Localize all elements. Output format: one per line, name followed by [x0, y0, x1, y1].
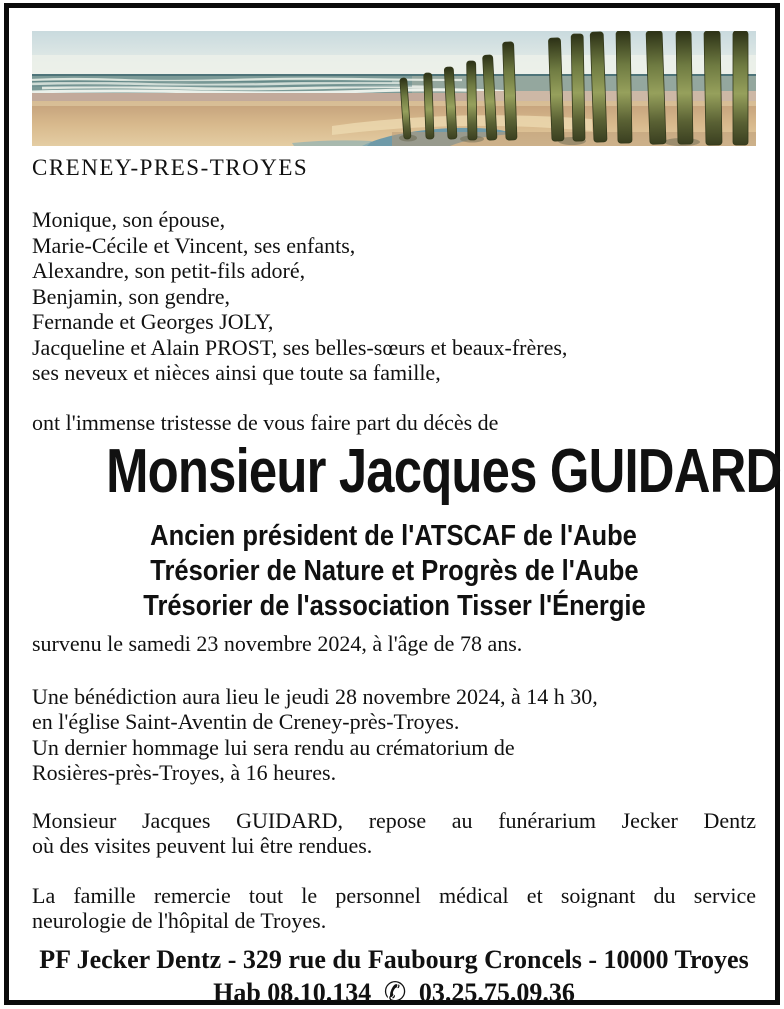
distinction-line: Trésorier de l'association Tisser l'Énergie	[142, 590, 646, 622]
thanks-line: neurologie de l'hôpital de Troyes.	[32, 908, 327, 933]
death-date-line: survenu le samedi 23 novembre 2024, à l'âge de 78 ans.	[32, 631, 523, 656]
habilitation-number: Hab 08.10.134	[213, 977, 372, 1007]
repose-line: Monsieur Jacques GUIDARD, repose au funérarium Jecker Dentz	[32, 807, 756, 833]
family-line: Marie-Cécile et Vincent, ses enfants,	[32, 232, 356, 258]
distinctions-block	[32, 521, 756, 626]
deceased-name-heading	[32, 437, 782, 520]
family-line: Benjamin, son gendre,	[32, 283, 230, 309]
ceremony-line: en l'église Saint-Aventin de Creney-près-Troyes.	[32, 709, 460, 734]
phone-icon: ✆	[383, 976, 407, 1007]
distinction-line: Trésorier de Nature et Progrès de l'Aube	[149, 555, 639, 587]
family-line: Jacqueline et Alain PROST, ses belles-sœurs et beaux-frères,	[32, 334, 568, 360]
distinction-line: Ancien président de l'ATSCAF de l'Aube	[150, 520, 638, 552]
announcement-line: ont l'immense tristesse de vous faire part du décès de	[32, 409, 499, 435]
funeral-home-line: PF Jecker Dentz - 329 rue du Faubourg Croncels - 10000 Troyes	[39, 944, 749, 974]
family-line: ses neveux et nièces ainsi que toute sa famille,	[32, 360, 441, 385]
ceremony-line: Un dernier hommage lui sera rendu au crématorium de	[32, 734, 515, 760]
ceremony-block	[32, 684, 756, 786]
family-line: Alexandre, son petit-fils adoré,	[32, 258, 306, 283]
repose-line: où des visites peuvent lui être rendues.	[32, 833, 373, 858]
deceased-name: Monsieur Jacques GUIDARD	[106, 437, 782, 506]
beach-groynes-photo	[32, 31, 756, 146]
family-line: Fernande et Georges JOLY,	[32, 309, 274, 334]
location-heading: CRENEY-PRES-TROYES	[32, 155, 309, 180]
obituary-card	[4, 3, 780, 1005]
contact-line	[32, 978, 756, 1007]
family-list	[32, 207, 756, 386]
ceremony-line: Rosières-près-Troyes, à 16 heures.	[32, 760, 337, 785]
thanks-line: La famille remercie tout le personnel médical et soignant du service	[32, 882, 756, 908]
repose-block	[32, 808, 756, 859]
phone-number: 03.25.75.09.36	[418, 977, 575, 1007]
thanks-block	[32, 883, 756, 934]
ceremony-line: Une bénédiction aura lieu le jeudi 28 novembre 2024, à 14 h 30,	[32, 683, 598, 709]
family-line: Monique, son épouse,	[32, 207, 226, 232]
